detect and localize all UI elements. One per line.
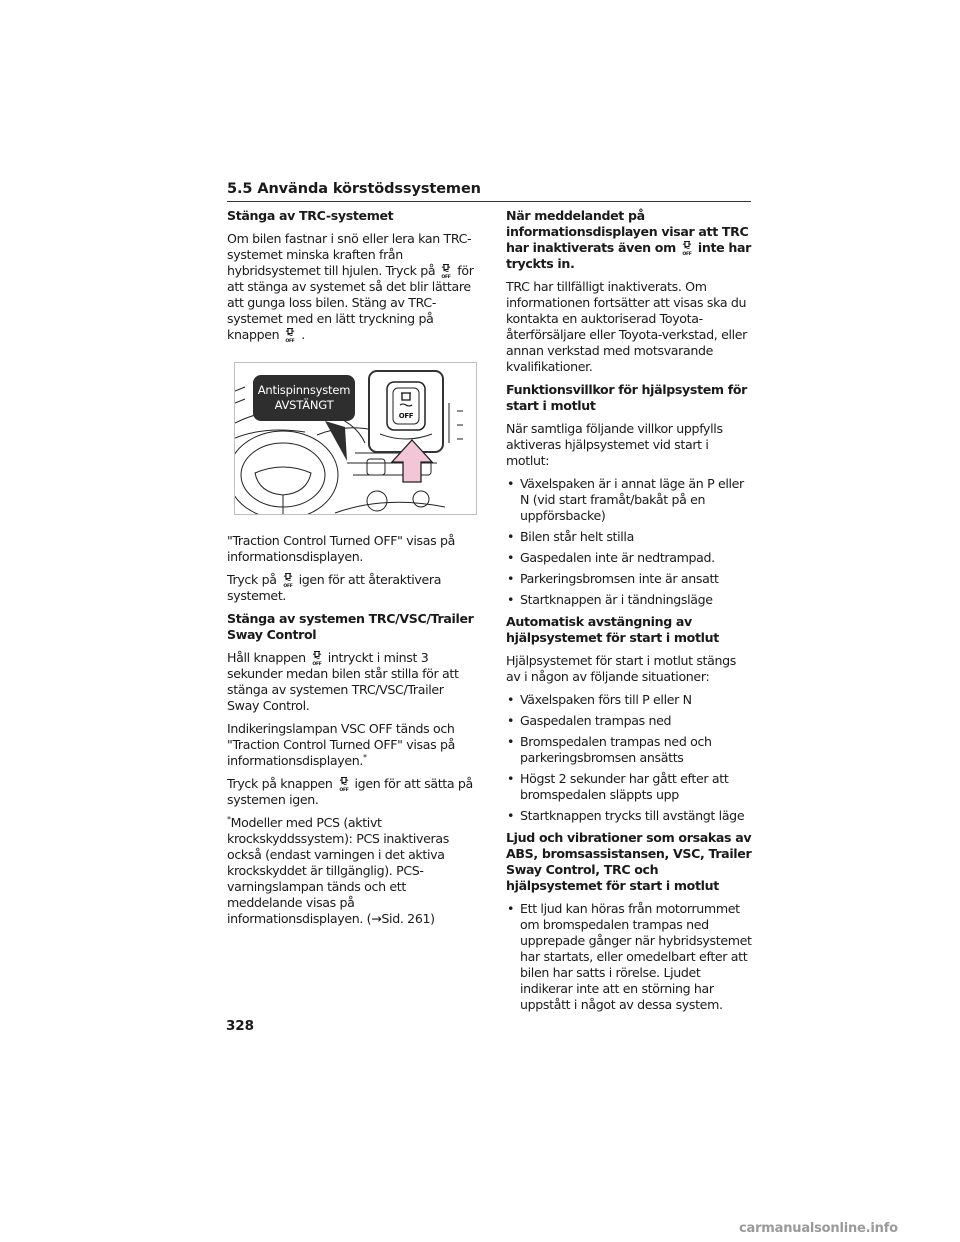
page-number: 328 xyxy=(226,1018,254,1034)
vsc-off-icon xyxy=(680,240,694,256)
list-hill-start-off xyxy=(506,692,754,824)
left-column xyxy=(227,208,475,934)
paragraph-contact-dealer: TRC har tillfälligt inaktiverats. Om informationen fortsätter att visas ska du kontakta en auktoriserad Toyota-återförsäljare eller Toyota-verkstad, eller annan verkstad med motsvarande kvalifikationer. xyxy=(506,279,748,374)
heading-trc-vsc-off: Stänga av systemen TRC/VSC/Trailer Sway Control xyxy=(227,611,474,642)
trc-off-callout: Antispinnsystem AVSTÄNGT xyxy=(253,375,355,421)
list-item: • Bromspedalen trampas ned och parkeringsbromsen ansätts xyxy=(506,734,754,766)
footnote-pcs: *Modeller med PCS (aktivt krockskyddssystem): PCS inaktiveras också (endast varningen i det aktiva krockskyddet är tillgänglig). PCS-varningslampan tänds och ett meddelande visas på informationsdisplayen. (→Sid. 261) xyxy=(227,814,449,926)
paragraph-hill-start-activate: När samtliga följande villkor uppfylls aktiveras hjälpsystemet vid start i motlut: xyxy=(506,421,723,468)
list-item: • Startknappen trycks till avstängt läge xyxy=(506,808,754,824)
right-column xyxy=(506,208,754,1019)
list-sounds xyxy=(506,901,754,1013)
vsc-off-icon xyxy=(310,650,324,666)
heading-hill-start-auto-off: Automatisk avstängning av hjälpsystemet för start i motlut xyxy=(506,614,719,645)
heading-trc-disabled-message: När meddelandet på informationsdisplayen visar att TRC har inaktiverats även om inte har tryckts in. xyxy=(506,208,751,271)
svg-text:OFF: OFF xyxy=(398,412,414,420)
vsc-off-icon xyxy=(337,776,351,792)
vsc-off-icon xyxy=(283,327,297,343)
list-item: • Växelspaken är i annat läge än P eller N (vid start framåt/bakåt på en uppförsbacke) xyxy=(506,476,754,524)
paragraph-reenable: Tryck på knappen igen för att sätta på systemen igen. xyxy=(227,776,473,807)
list-hill-start-conditions xyxy=(506,476,754,608)
vsc-off-icon xyxy=(281,572,295,588)
vsc-off-icon xyxy=(439,263,453,279)
list-item: • Gaspedalen trampas ned xyxy=(506,713,754,729)
paragraph-reactivate: Tryck på igen för att återaktivera systemet. xyxy=(227,572,442,603)
heading-sounds-vibrations: Ljud och vibrationer som orsakas av ABS, bromsassistansen, VSC, Trailer Sway Control, TRC och hjälpsystemet för start i motlut xyxy=(506,830,752,893)
paragraph-trc-intro: Om bilen fastnar i snö eller lera kan TRC-systemet minska kraften från hybridsystemet till hjulen. Tryck på för att stänga av systemet så det blir lättare att gunga loss bilen. Stäng av TRC-systemet med en lätt tryckning på knappen . xyxy=(227,231,474,342)
heading-hill-start-conditions: Funktionsvillkor för hjälpsystem för start i motlut xyxy=(506,382,748,413)
section-header xyxy=(227,181,751,202)
paragraph-vsc-indicator: Indikeringslampan VSC OFF tänds och "Traction Control Turned OFF" visas på informationsdisplayen.* xyxy=(227,721,455,768)
paragraph-hill-start-off: Hjälpsystemet för start i motlut stängs av i någon av följande situationer: xyxy=(506,653,736,684)
list-item: • Parkeringsbromsen inte är ansatt xyxy=(506,571,754,587)
list-item: • Växelspaken förs till P eller N xyxy=(506,692,754,708)
list-item: • Bilen står helt stilla xyxy=(506,529,754,545)
paragraph-trc-message: "Traction Control Turned OFF" visas på informationsdisplayen. xyxy=(227,533,455,564)
list-item: • Högst 2 sekunder har gått efter att bromspedalen släppts upp xyxy=(506,771,754,803)
heading-trc-off: Stänga av TRC-systemet xyxy=(227,208,394,223)
section-title: 5.5 Använda körstödssystemen xyxy=(227,181,481,197)
press-arrow-icon xyxy=(390,438,434,484)
dashboard-illustration xyxy=(234,362,477,515)
list-item: • Gaspedalen inte är nedtrampad. xyxy=(506,550,754,566)
list-item: • Ett ljud kan höras från motorrummet om bromspedalen trampas ned upprepade gånger när hybridsystemet har startats, eller omedelbart efter att bilen har satts i rörelse. Ljudet indikerar inte att en störning har uppstått i något av dessa system. xyxy=(506,901,754,1013)
list-item: • Startknappen är i tändningsläge xyxy=(506,592,754,608)
watermark: carmanualsonline.info xyxy=(739,1221,898,1236)
paragraph-hold-button: Håll knappen intryckt i minst 3 sekunder medan bilen står stilla för att stänga av systemen TRC/VSC/Trailer Sway Control. xyxy=(227,650,459,713)
section-divider xyxy=(227,201,751,202)
